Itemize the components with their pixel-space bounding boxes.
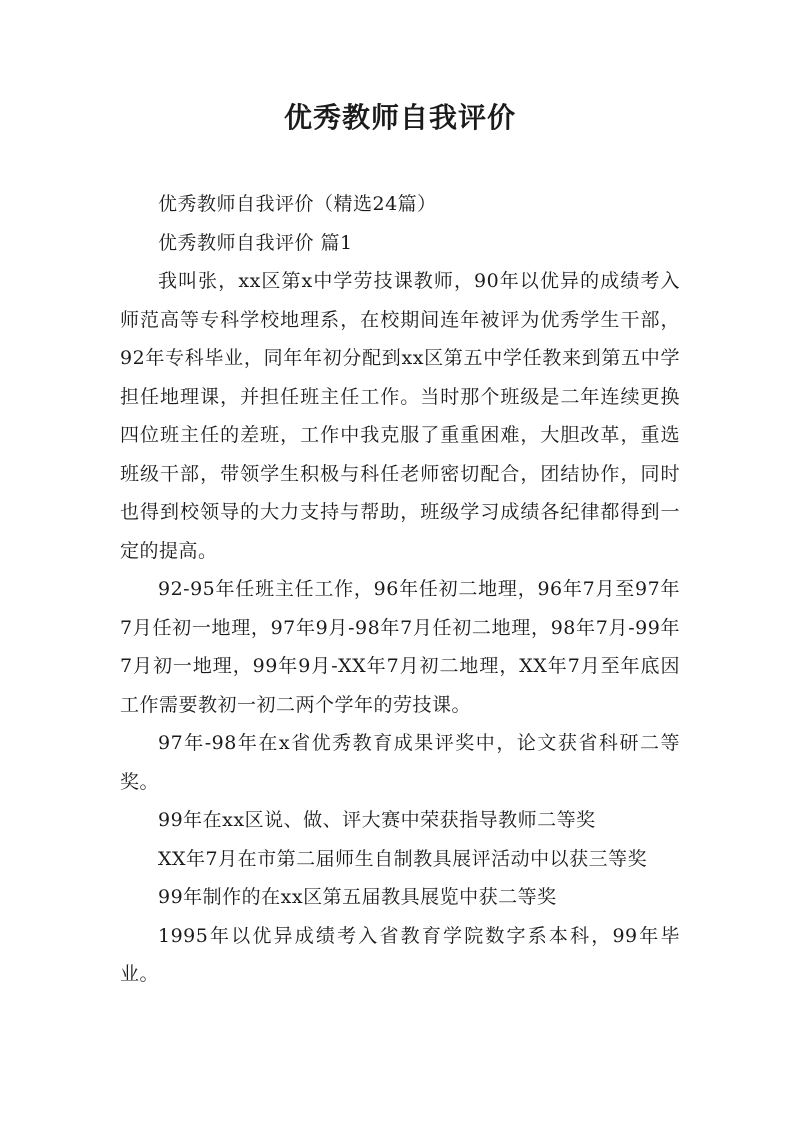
paragraph: 我叫张，xx区第x中学劳技课教师，90年以优异的成绩考入师范高等专科学校地理系，在校期间连年被评为优秀学生干部，92年专科毕业，同年年初分配到xx区第五中学任教来到第五中学担任地理课，并担任班主任工作。当时那个班级是二年连续更换四位班主任的差班，工作中我克服了重重困难，大胆改革，重选班级干部，带领学生积极与科任老师密切配合，团结协作，同时也得到校领导的大力支持与帮助，班级学习成绩各纪律都得到一定的提高。 [120,270,680,562]
paragraph: 99年制作的在xx区第五届教具展览中获二等奖 [158,886,557,908]
document-body [120,185,680,994]
paragraph: 1995年以优异成绩考入省教育学院数字系本科，99年毕业。 [120,924,680,985]
section-heading: 优秀教师自我评价 篇1 [158,231,353,254]
paragraph: 99年在xx区说、做、评大赛中荣获指导教师二等奖 [158,809,596,831]
document-subtitle: 优秀教师自我评价（精选24篇） [158,193,437,215]
paragraph: XX年7月在市第二届师生自制教具展评活动中以获三等奖 [158,847,648,870]
paragraph: 97年-98年在x省优秀教育成果评奖中，论文获省科研二等奖。 [120,732,680,793]
document-title: 优秀教师自我评价 [283,101,516,134]
paragraph: 92-95年任班主任工作，96年任初二地理，96年7月至97年7月任初一地理，97年9月-98年7月任初二地理，98年7月-99年7月初一地理，99年9月-XX年7月初二地理，XX年7月至年底因工作需要教初一初二两个学年的劳技课。 [120,578,680,716]
